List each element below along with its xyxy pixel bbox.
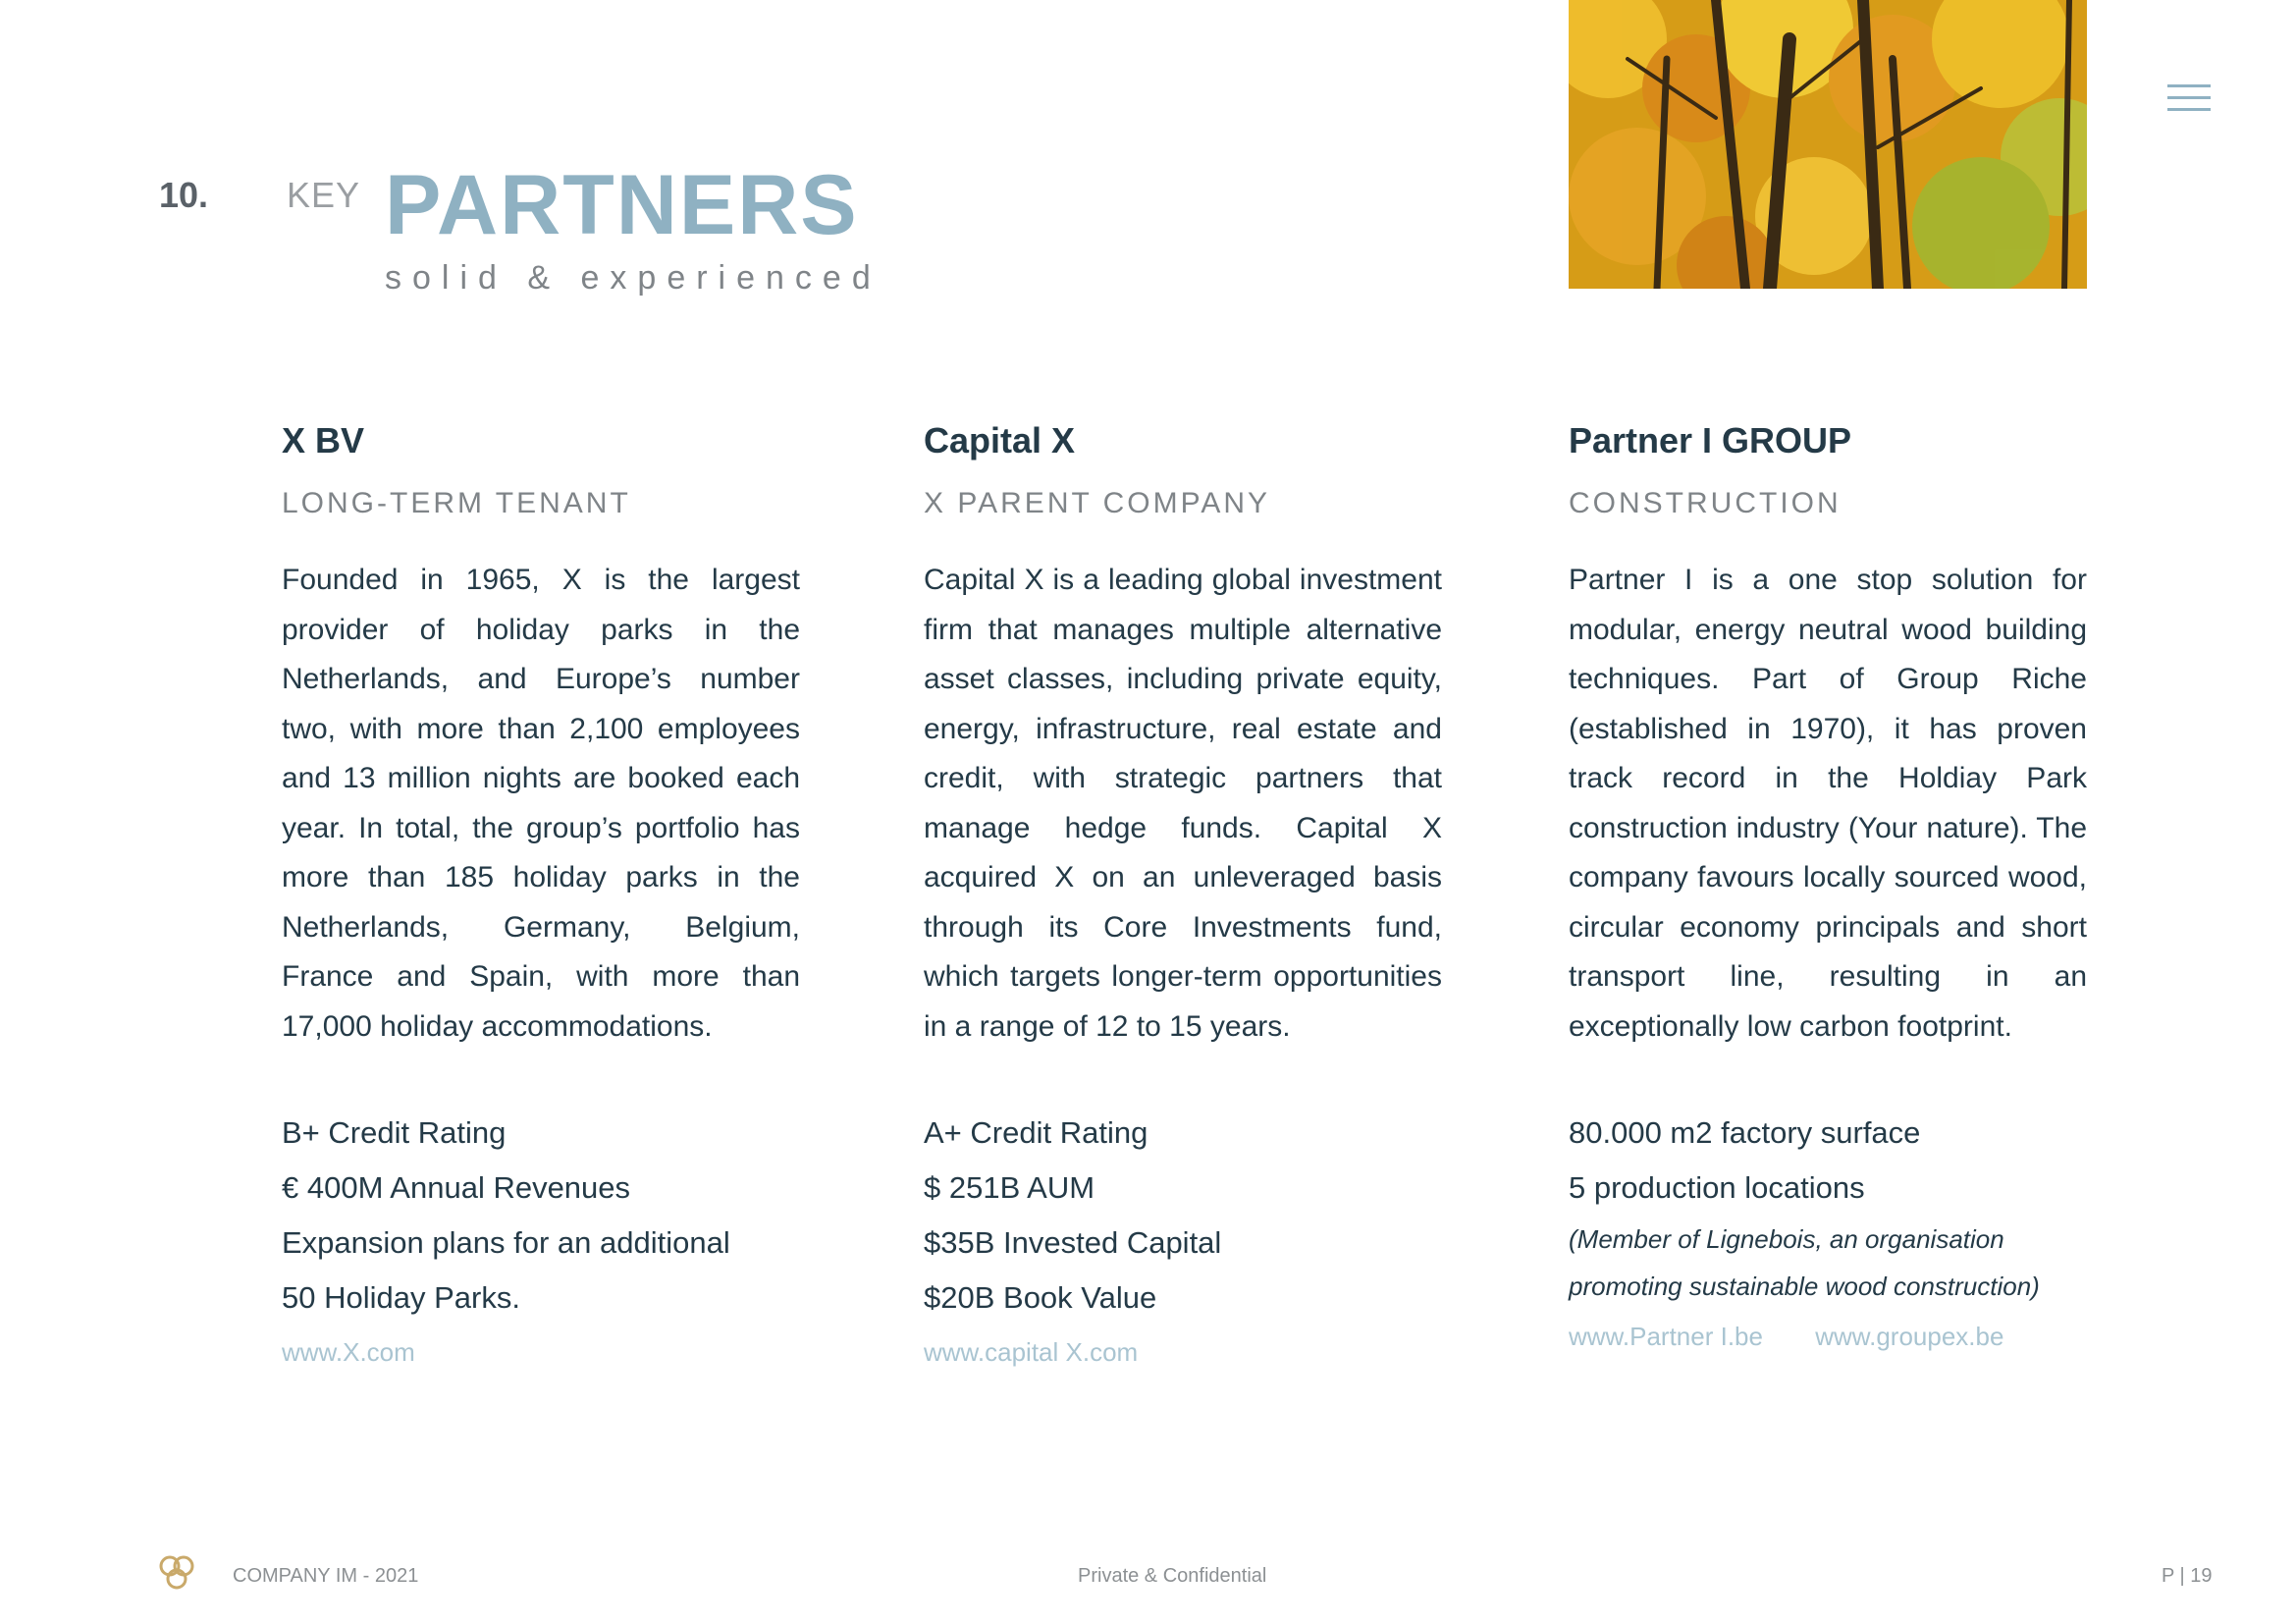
partner-website-link[interactable]: www.groupex.be — [1815, 1322, 2004, 1351]
partner-description: Capital X is a leading global investment firm that manages multiple alternative asset classes, including private equity, energy, infrastructure, real estate and credit, with strategic partners that manage hedge funds. Capital X acquired X on an unleveraged basis through its Core Investments fund, which targets longer-term opportunities in a range of 12 to 15 years. — [924, 564, 1442, 1043]
partner-name: Partner I GROUP — [1569, 420, 1852, 460]
fact-line: A+ Credit Rating — [924, 1115, 1148, 1150]
fact-line: 50 Holiday Parks. — [282, 1280, 520, 1315]
footer-page-number: P | 19 — [2162, 1565, 2213, 1587]
fact-line: $ 251B AUM — [924, 1170, 1095, 1205]
autumn-forest-photo — [1569, 0, 2087, 289]
fact-line: 5 production locations — [1569, 1170, 1865, 1205]
partner-description: Partner I is a one stop solution for modular, energy neutral wood building techniques. Part of Group Riche (established in 1970), it has proven track record in the Holdiay Park construction industry (Your nature). The company favours locally sourced wood, circular economy principals and short transport line, resulting in an exceptionally low carbon footprint. — [1569, 564, 2087, 1043]
partner-links — [1569, 1322, 2087, 1352]
section-number: 10. — [159, 175, 209, 215]
partner-role: X PARENT COMPANY — [924, 487, 1271, 519]
partner-website-link[interactable]: www.Partner I.be — [1569, 1322, 1763, 1351]
partner-facts — [1569, 1106, 2087, 1310]
partner-description: Founded in 1965, X is the largest provider of holiday parks in the Netherlands, and Europe’s number two, with more than 2,100 employees and 13 million nights are booked each year. In total, the group’s portfolio has more than 185 holiday parks in the Netherlands, Germany, Belgium, France and Spain, with more than 17,000 holiday accommodations. — [282, 564, 800, 1043]
company-logo-icon — [157, 1553, 196, 1593]
partner-name: Capital X — [924, 420, 1076, 460]
partner-website-link[interactable]: www.capital X.com — [924, 1337, 1139, 1367]
partner-card-partner-i-group — [1569, 420, 2087, 1352]
page-subtitle: solid & experienced — [385, 259, 881, 297]
footer-confidential-label: Private & Confidential — [1078, 1565, 1267, 1587]
footer-document-label: COMPANY IM - 2021 — [233, 1565, 419, 1587]
partner-links — [282, 1337, 800, 1368]
partner-card-capital-x — [924, 420, 1442, 1368]
fact-line: Expansion plans for an additional — [282, 1225, 730, 1260]
partner-facts — [282, 1106, 800, 1326]
partner-facts — [924, 1106, 1442, 1326]
section-kicker: KEY — [287, 175, 361, 215]
fact-line: B+ Credit Rating — [282, 1115, 507, 1150]
partner-card-x-bv — [282, 420, 800, 1368]
partner-links — [924, 1337, 1442, 1368]
fact-line: € 400M Annual Revenues — [282, 1170, 631, 1205]
fact-line: $20B Book Value — [924, 1280, 1157, 1315]
partner-name: X BV — [282, 420, 365, 460]
partner-role: LONG-TERM TENANT — [282, 487, 631, 519]
hamburger-menu-icon[interactable] — [2167, 84, 2211, 114]
fact-line: 80.000 m2 factory surface — [1569, 1115, 1921, 1150]
fact-line: $35B Invested Capital — [924, 1225, 1222, 1260]
partner-role: CONSTRUCTION — [1569, 487, 1842, 519]
page-title: PARTNERS — [385, 158, 859, 252]
membership-note: (Member of Lignebois, an organisation — [1569, 1224, 2004, 1254]
membership-note: promoting sustainable wood construction) — [1569, 1272, 2040, 1301]
partner-website-link[interactable]: www.X.com — [282, 1337, 415, 1367]
